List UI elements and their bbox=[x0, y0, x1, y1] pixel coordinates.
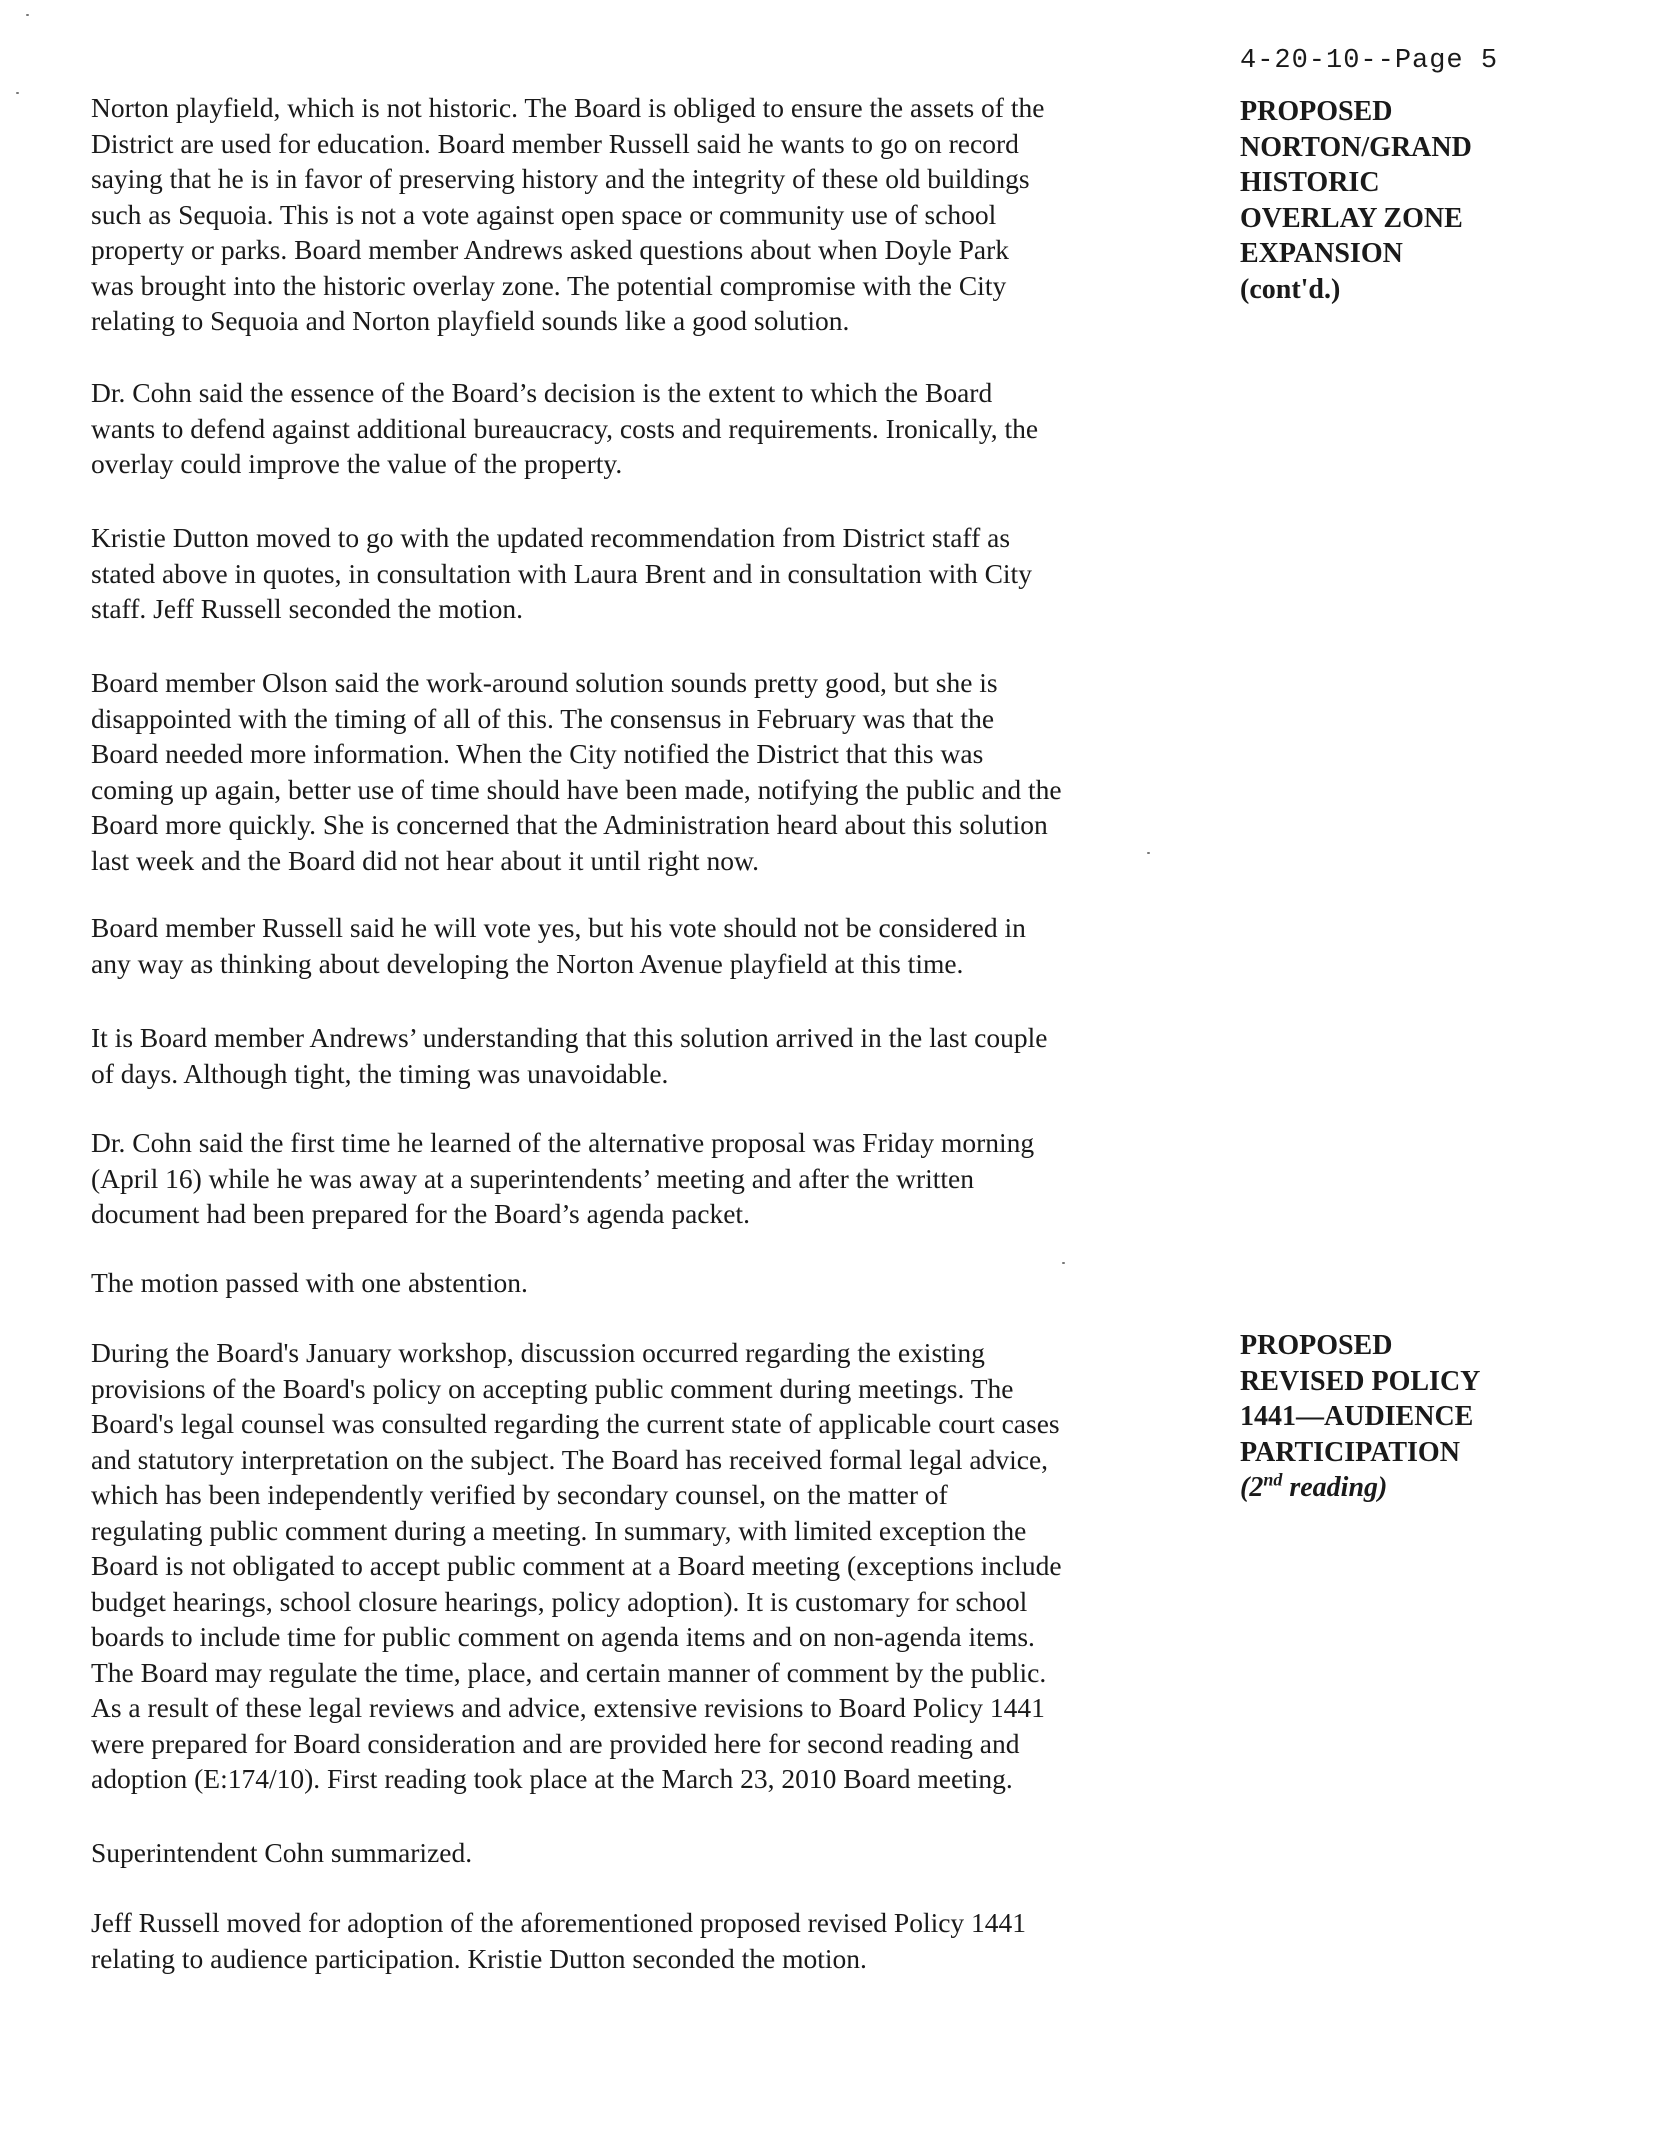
paragraph-line: which has been independently verified by secondary counsel, on the matter of bbox=[91, 1479, 948, 1510]
reading-ordinal-suffix: nd bbox=[1263, 1469, 1283, 1490]
side-heading-line: HISTORIC bbox=[1240, 167, 1380, 198]
paragraph-line: The Board may regulate the time, place, and certain manner of comment by the public. bbox=[91, 1656, 1047, 1688]
paragraph bbox=[91, 520, 1181, 627]
paragraph-line: Board's legal counsel was consulted regarding the current state of applicable court cases bbox=[91, 1408, 1060, 1439]
paragraph-line: It is Board member Andrews’ understanding that this solution arrived in the last couple bbox=[91, 1022, 1048, 1053]
reading-text: reading) bbox=[1282, 1472, 1388, 1503]
paragraph-line: wants to defend against additional bureaucracy, costs and requirements. Ironically, the bbox=[91, 412, 1039, 444]
paragraph bbox=[91, 375, 1181, 482]
side-heading-line: 1441—AUDIENCE bbox=[1240, 1401, 1474, 1432]
paragraph bbox=[91, 1335, 1181, 1797]
paragraph bbox=[91, 910, 1181, 981]
paragraph-line: were prepared for Board consideration and are provided here for second reading and bbox=[91, 1727, 1020, 1759]
paragraph-line: Dr. Cohn said the first time he learned of the alternative proposal was Friday morning bbox=[91, 1127, 1035, 1158]
paragraph-line: staff. Jeff Russell seconded the motion. bbox=[91, 593, 524, 624]
paragraph-line: coming up again, better use of time should have been made, notifying the public and the bbox=[91, 773, 1062, 805]
paragraph-line: any way as thinking about developing the Norton Avenue playfield at this time. bbox=[91, 947, 964, 979]
paragraph-line: and statutory interpretation on the subject. The Board has received formal legal advice, bbox=[91, 1443, 1049, 1475]
scan-speck bbox=[1062, 1262, 1065, 1264]
paragraph-line: Board is not obligated to accept public comment at a Board meeting (exceptions include bbox=[91, 1550, 1062, 1581]
paragraph-line: Superintendent Cohn summarized. bbox=[91, 1837, 473, 1868]
side-heading-norton-grand bbox=[1240, 94, 1540, 307]
paragraph-line: overlay could improve the value of the property. bbox=[91, 448, 623, 479]
side-heading-line: OVERLAY ZONE bbox=[1240, 202, 1463, 234]
paragraph-line: relating to audience participation. Kristie Dutton seconded the motion. bbox=[91, 1942, 867, 1974]
paragraph-line: last week and the Board did not hear about it until right now. bbox=[91, 844, 760, 876]
paragraph-line: such as Sequoia. This is not a vote against open space or community use of school bbox=[91, 198, 997, 230]
scan-speck bbox=[26, 14, 29, 16]
paragraph-line: During the Board's January workshop, discussion occurred regarding the existing bbox=[91, 1337, 985, 1368]
side-heading-line: REVISED POLICY bbox=[1240, 1365, 1481, 1397]
page-number-header: 4-20-10--Page 5 bbox=[1240, 46, 1499, 76]
side-heading-line: PARTICIPATION bbox=[1240, 1436, 1460, 1468]
paragraph-line: of days. Although tight, the timing was unavoidable. bbox=[91, 1057, 669, 1089]
paragraph-line: relating to Sequoia and Norton playfield sounds like a good solution. bbox=[91, 305, 850, 336]
side-heading-policy-1441 bbox=[1240, 1328, 1540, 1506]
reading-open-paren: ( bbox=[1240, 1472, 1250, 1503]
paragraph-line: budget hearings, school closure hearings, policy adoption). It is customary for school bbox=[91, 1585, 1028, 1617]
paragraph-line: District are used for education. Board member Russell said he wants to go on record bbox=[91, 127, 1019, 159]
paragraph-line: Board needed more information. When the City notified the District that this was bbox=[91, 738, 984, 769]
paragraph-line: Board member Russell said he will vote yes, but his vote should not be considered in bbox=[91, 912, 1026, 943]
paragraph-line: regulating public comment during a meeting. In summary, with limited exception the bbox=[91, 1514, 1027, 1546]
paragraph bbox=[91, 1835, 1181, 1871]
paragraph bbox=[91, 1265, 1181, 1301]
side-heading-reading bbox=[1240, 1470, 1540, 1506]
paragraph-line: Kristie Dutton moved to go with the updated recommendation from District staff as bbox=[91, 522, 1011, 553]
paragraph bbox=[91, 665, 1181, 878]
paragraph bbox=[91, 1020, 1181, 1091]
paragraph bbox=[91, 90, 1181, 339]
paragraph-line: document had been prepared for the Board’s agenda packet. bbox=[91, 1198, 750, 1229]
side-heading-line: PROPOSED bbox=[1240, 1330, 1393, 1361]
paragraph-line: Norton playfield, which is not historic. The Board is obliged to ensure the assets of the bbox=[91, 92, 1045, 123]
scan-speck bbox=[1147, 852, 1150, 854]
paragraph-line: (April 16) while he was away at a superintendents’ meeting and after the written bbox=[91, 1162, 974, 1194]
side-heading-line: (cont'd.) bbox=[1240, 273, 1341, 305]
reading-number: 2 bbox=[1249, 1472, 1264, 1503]
side-heading-line: EXPANSION bbox=[1240, 238, 1403, 269]
paragraph-line: stated above in quotes, in consultation with Laura Brent and in consultation with City bbox=[91, 557, 1032, 589]
paragraph-line: saying that he is in favor of preserving history and the integrity of these old buildings bbox=[91, 163, 1030, 194]
paragraph-line: boards to include time for public comment on agenda items and on non-agenda items. bbox=[91, 1621, 1035, 1652]
paragraph-line: As a result of these legal reviews and advice, extensive revisions to Board Policy 1441 bbox=[91, 1692, 1045, 1723]
side-heading-line: NORTON/GRAND bbox=[1240, 131, 1472, 163]
paragraph-line: adoption (E:174/10). First reading took place at the March 23, 2010 Board meeting. bbox=[91, 1763, 1013, 1794]
paragraph-line: Dr. Cohn said the essence of the Board’s decision is the extent to which the Board bbox=[91, 377, 993, 408]
paragraph-line: disappointed with the timing of all of this. The consensus in February was that the bbox=[91, 702, 995, 734]
paragraph-line: was brought into the historic overlay zone. The potential compromise with the City bbox=[91, 269, 1007, 301]
side-heading-line: PROPOSED bbox=[1240, 96, 1393, 127]
paragraph-line: Board member Olson said the work-around solution sounds pretty good, but she is bbox=[91, 667, 998, 698]
paragraph-line: Jeff Russell moved for adoption of the aforementioned proposed revised Policy 1441 bbox=[91, 1907, 1027, 1938]
scan-speck bbox=[16, 92, 19, 94]
paragraph bbox=[91, 1905, 1181, 1976]
paragraph-line: property or parks. Board member Andrews asked questions about when Doyle Park bbox=[91, 234, 1009, 265]
paragraph-line: The motion passed with one abstention. bbox=[91, 1267, 528, 1298]
paragraph bbox=[91, 1125, 1181, 1232]
paragraph-line: Board more quickly. She is concerned that the Administration heard about this solution bbox=[91, 809, 1048, 840]
paragraph-line: provisions of the Board's policy on accepting public comment during meetings. The bbox=[91, 1372, 1014, 1404]
